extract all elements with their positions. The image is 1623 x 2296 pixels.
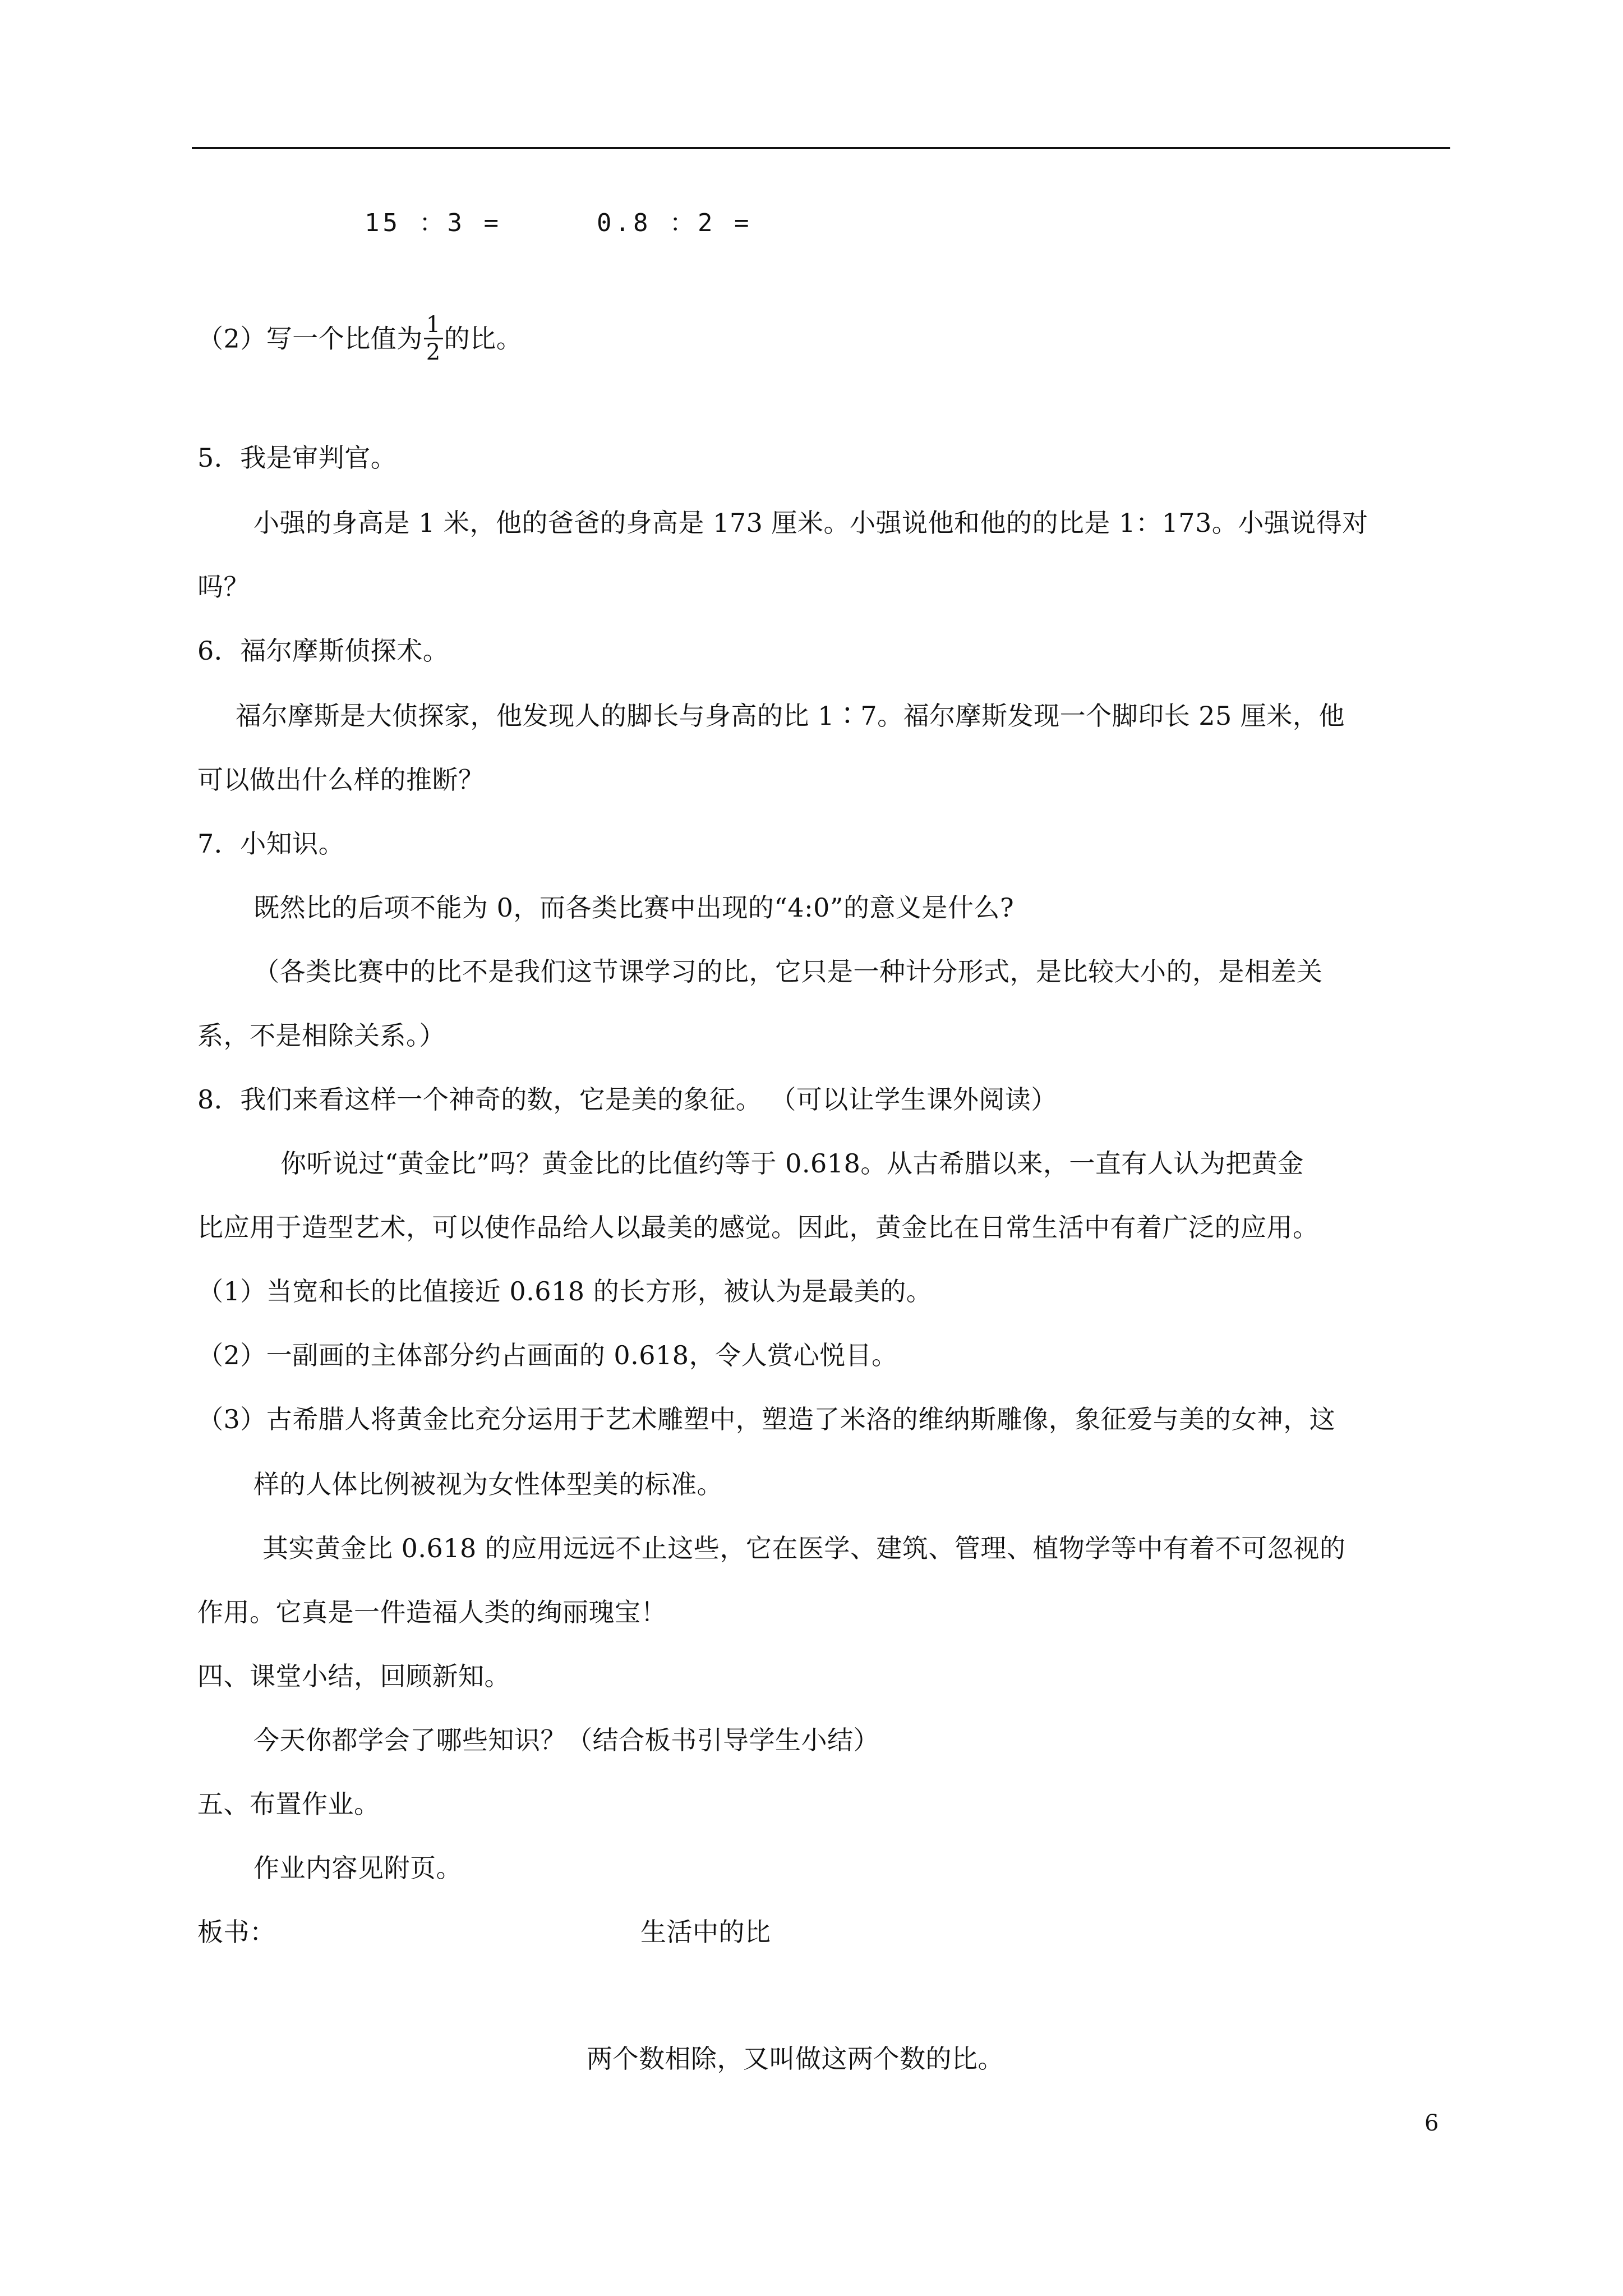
- question-2-prefix: （2）写一个比值为: [197, 323, 423, 354]
- section-8-item-3-line-2: 样的人体比例被视为女性体型美的标准。: [253, 1469, 723, 1499]
- section-7-title: 7．小知识。: [197, 829, 345, 859]
- question-2: [197, 314, 522, 367]
- section-6-paragraph-line-1: 福尔摩斯是大侦探家，他发现人的脚长与身高的比 1∶7。福尔摩斯发现一个脚印长 25 厘米，他: [236, 701, 1345, 731]
- question-2-suffix: 的比。: [444, 323, 523, 354]
- section-8-item-3-line-1: （3）古希腊人将黄金比充分运用于艺术雕塑中，塑造了米洛的维纳斯雕像，象征爱与美的女神，这: [197, 1404, 1336, 1434]
- section-6-title: 6．福尔摩斯侦探术。: [197, 636, 449, 666]
- section-5-paragraph-line-1: 小强的身高是 1 米，他的爸爸的身高是 173 厘米。小强说他和他的的比是 1：173。小强说得对: [253, 508, 1368, 538]
- exercise-a: 15 ：3 =: [365, 209, 502, 237]
- section-8-paragraph-line-1: 你听说过“黄金比”吗？黄金比的比值约等于 0.618。从古希腊以来，一直有人认为把黄金: [280, 1148, 1304, 1179]
- section-8-paragraph-line-4: 作用。它真是一件造福人类的绚丽瑰宝！: [197, 1597, 667, 1627]
- section-7-paragraph-line-1: 既然比的后项不能为 0，而各类比赛中出现的“4:0”的意义是什么?: [253, 892, 1015, 923]
- board-title: 生活中的比: [640, 1917, 771, 1947]
- section-4-title: 四、课堂小结，回顾新知。: [197, 1661, 510, 1691]
- header-rule: [192, 147, 1450, 149]
- section-8-paragraph-line-3: 其实黄金比 0.618 的应用远远不止这些，它在医学、建筑、管理、植物学等中有着不可忽视的: [262, 1533, 1346, 1563]
- section-8-item-1: （1）当宽和长的比值接近 0.618 的长方形，被认为是最美的。: [197, 1276, 933, 1306]
- section-5b-title: 五、布置作业。: [197, 1789, 380, 1819]
- section-8-item-2: （2）一副画的主体部分约占画面的 0.618，令人赏心悦目。: [197, 1340, 898, 1370]
- section-7-paragraph-line-3: 系，不是相除关系。）: [197, 1020, 445, 1051]
- section-7-paragraph-line-2: （各类比赛中的比不是我们这节课学习的比，它只是一种计分形式，是比较大小的，是相差关: [253, 956, 1323, 987]
- section-5-paragraph-line-2: 吗？: [197, 572, 250, 602]
- page-number: 6: [1424, 2110, 1439, 2136]
- fraction-one-half: [424, 312, 443, 365]
- section-4-paragraph: 今天你都学会了哪些知识？（结合板书引导学生小结）: [253, 1725, 879, 1755]
- section-5-title: 5．我是审判官。: [197, 443, 397, 473]
- section-8-paragraph-line-2: 比应用于造型艺术，可以使作品给人以最美的感觉。因此，黄金比在日常生活中有着广泛的应用。: [197, 1212, 1319, 1243]
- section-5b-paragraph: 作业内容见附页。: [253, 1853, 462, 1883]
- fraction-denominator: 2: [426, 339, 441, 365]
- section-8-title: 8．我们来看这样一个神奇的数，它是美的象征。 （可以让学生课外阅读）: [197, 1084, 1057, 1115]
- section-6-paragraph-line-2: 可以做出什么样的推断？: [197, 765, 485, 795]
- board-definition: 两个数相除，又叫做这两个数的比。: [587, 2044, 1004, 2074]
- board-label: 板书：: [197, 1917, 276, 1947]
- fraction-numerator: 1: [424, 312, 443, 339]
- exercise-b: 0.8 ：2 =: [597, 209, 753, 237]
